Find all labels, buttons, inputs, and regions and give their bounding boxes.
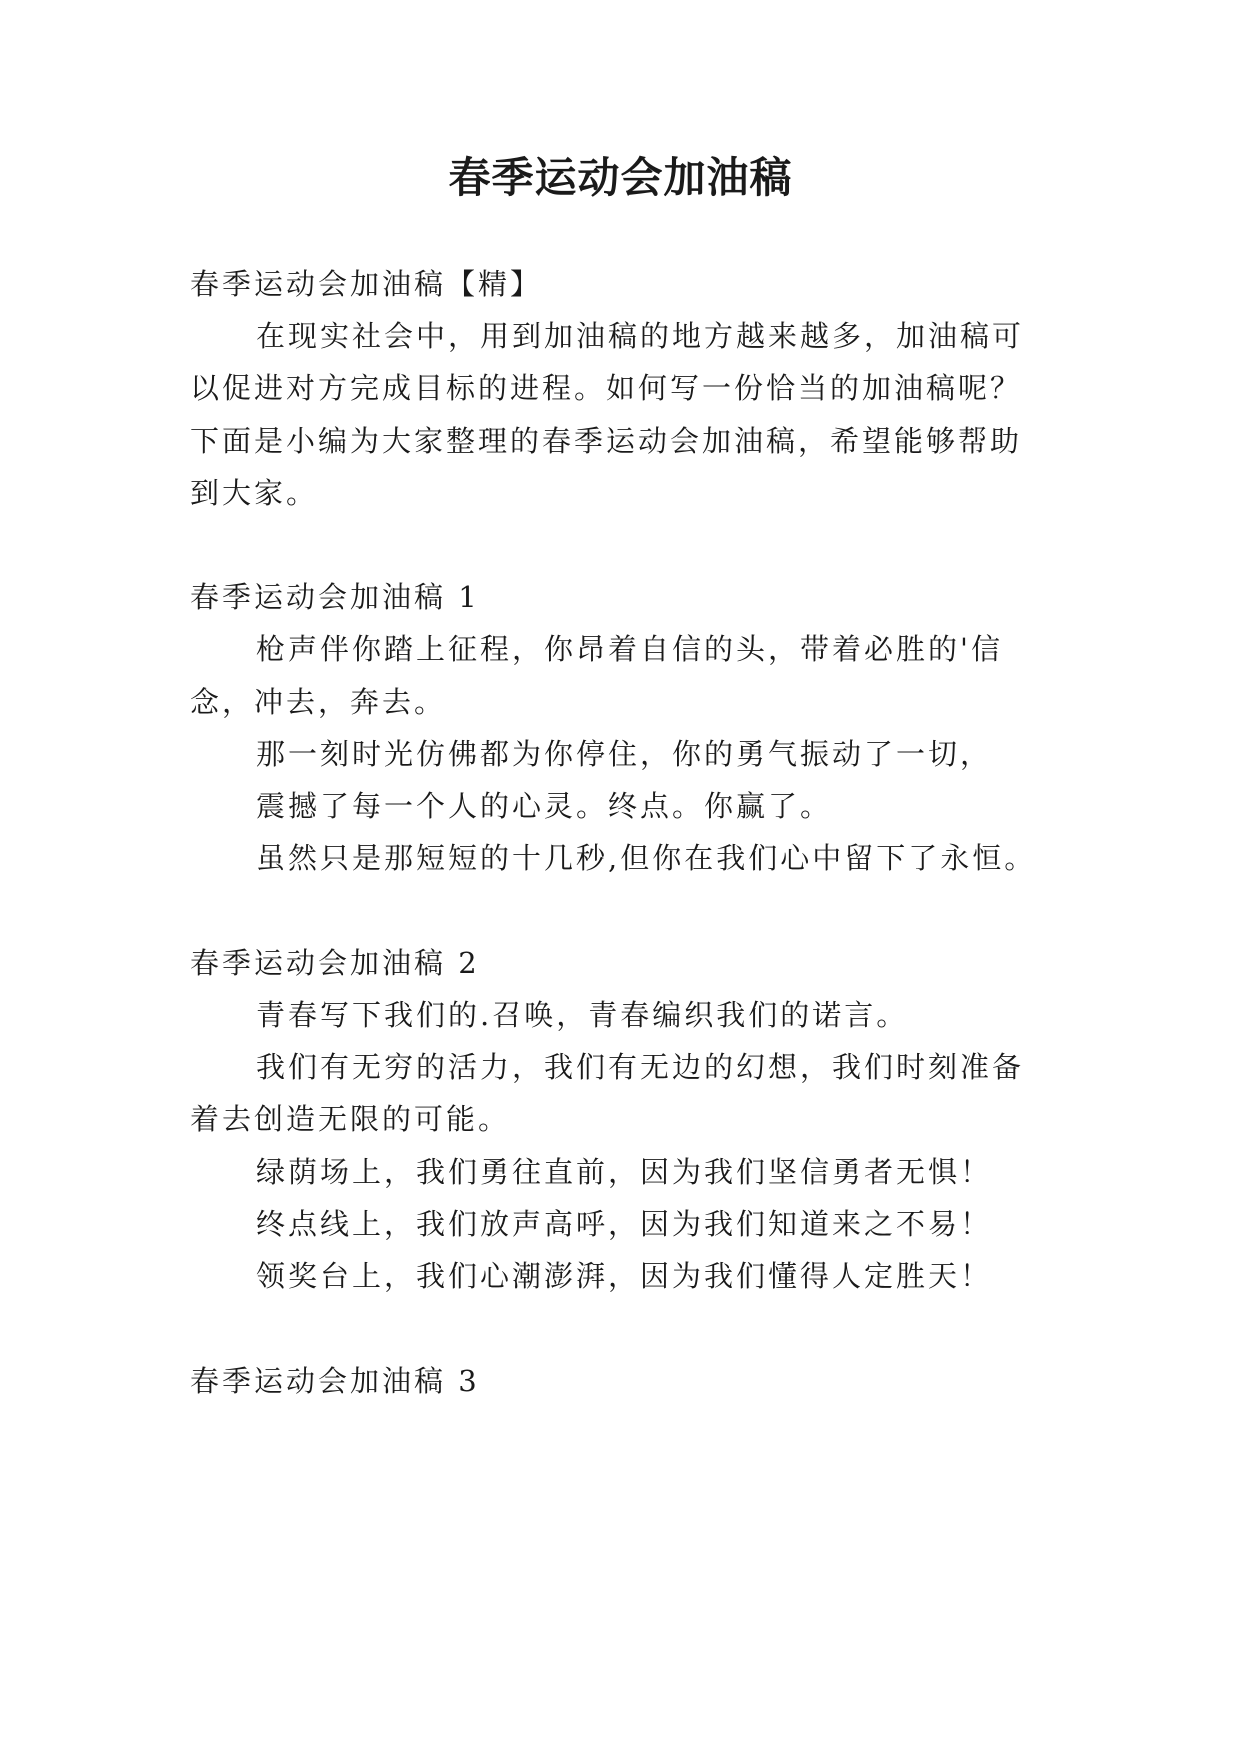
section-2-line-4: 绿荫场上，我们勇往直前，因为我们坚信勇者无惧！ [256, 1155, 993, 1189]
intro-line-3: 下面是小编为大家整理的春季运动会加油稿，希望能够帮助 [190, 424, 1023, 458]
document-title: 春季运动会加油稿 [448, 153, 793, 202]
section-2-line-3: 着去创造无限的可能。 [190, 1102, 511, 1136]
section-1-line-4: 震撼了每一个人的心灵。终点。你赢了。 [256, 789, 833, 823]
section-2-line-1: 青春写下我们的.召唤，青春编织我们的诺言。 [256, 998, 909, 1032]
section-1-heading: 春季运动会加油稿 1 [190, 580, 480, 614]
section-2-line-5: 终点线上，我们放声高呼，因为我们知道来之不易！ [256, 1207, 993, 1241]
section-2-line-6: 领奖台上，我们心潮澎湃，因为我们懂得人定胜天！ [256, 1259, 993, 1293]
section-1-line-1: 枪声伴你踏上征程，你昂着自信的头，带着必胜的'信 [256, 632, 1003, 666]
section-1-line-2: 念，冲去，奔去。 [190, 685, 447, 719]
document-subtitle: 春季运动会加油稿【精】 [190, 267, 543, 301]
section-2-heading: 春季运动会加油稿 2 [190, 946, 480, 980]
section-3-heading: 春季运动会加油稿 3 [190, 1364, 480, 1398]
section-2-line-2: 我们有无穷的活力，我们有无边的幻想，我们时刻准备 [256, 1050, 1025, 1084]
section-1-line-5: 虽然只是那短短的十几秒,但你在我们心中留下了永恒。 [256, 841, 1037, 875]
intro-line-1: 在现实社会中，用到加油稿的地方越来越多，加油稿可 [256, 319, 1025, 353]
intro-line-2: 以促进对方完成目标的进程。如何写一份恰当的加油稿呢？ [190, 371, 1023, 405]
intro-line-4: 到大家。 [190, 476, 319, 510]
section-1-line-3: 那一刻时光仿佛都为你停住，你的勇气振动了一切， [256, 737, 993, 771]
